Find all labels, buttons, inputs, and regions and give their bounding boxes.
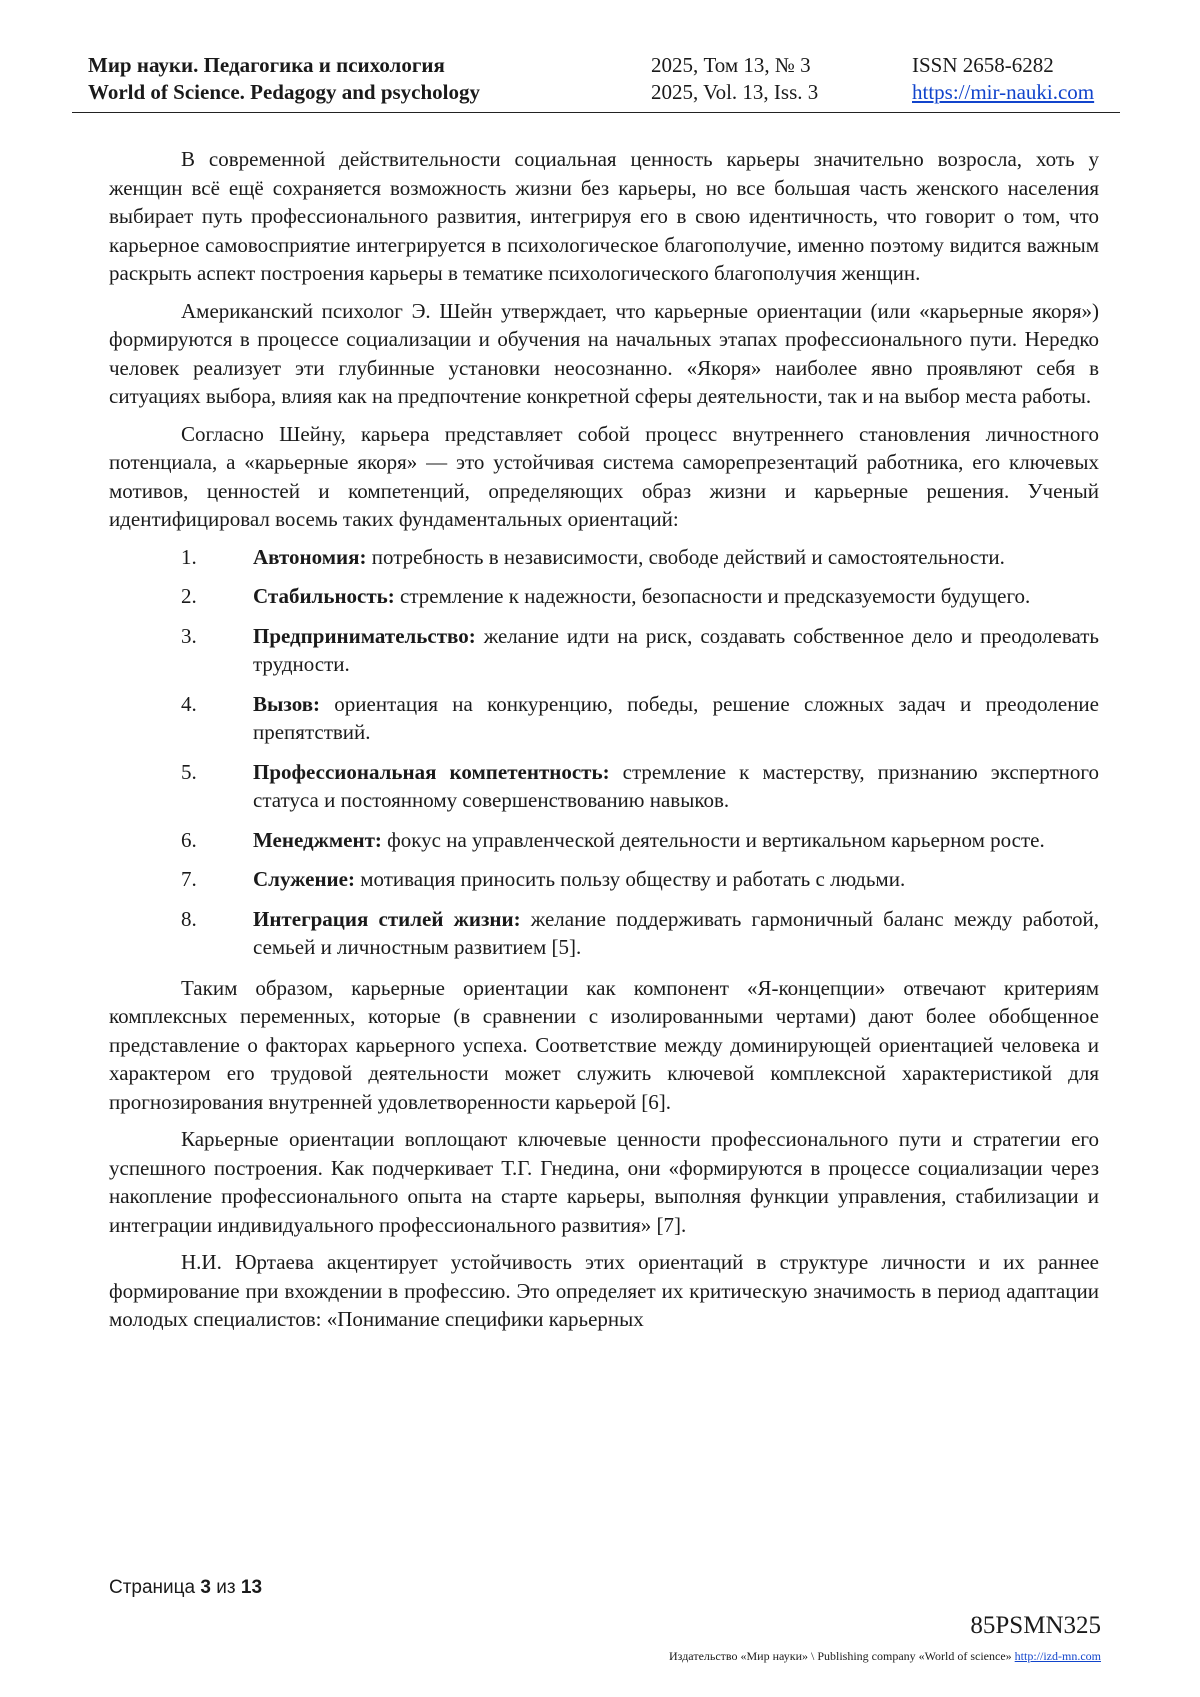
list-term: Стабильность:	[253, 584, 395, 608]
list-text: фокус на управленческой деятельности и вертикальном карьерном росте.	[381, 827, 1045, 852]
list-number: 8.	[181, 906, 197, 931]
publisher-url-link[interactable]: http://izd-mn.com	[1014, 1649, 1101, 1663]
list-text: желание поддерживать гармоничный баланс между работой, семьей и личностным развитием [5].	[253, 906, 1099, 959]
page-label: Страница	[109, 1577, 196, 1598]
page-total: 13	[240, 1577, 263, 1598]
list-item	[109, 826, 1099, 855]
article-code: 85PSMN325	[970, 1612, 1101, 1639]
publisher-text: Издательство «Мир науки» \ Publishing company «World of science»	[669, 1649, 1012, 1663]
list-term: Менеджмент:	[253, 827, 382, 852]
paragraph-5: Карьерные ориентации воплощают ключевые ценности профессионального пути и стратегии его успешного построения. Как подчеркивает Т.Г. Гнедина, они «формируются в процессе социализации через накопление профессионального опыта на старте карьеры, выполняя функции управления, стабилизации и интеграции индивидуального профессионального развития» [7].	[109, 1127, 1099, 1237]
journal-title	[88, 52, 480, 106]
issn-block	[912, 52, 1094, 106]
list-item	[109, 622, 1099, 679]
page-of: из	[216, 1577, 236, 1598]
paragraph-1: В современной действительности социальная ценность карьеры значительно возросла, хоть у женщин всё ещё сохраняется возможность жизни без карьеры, но все большая часть женского населения выбирает путь профессионального развития, интегрируя его в свою идентичность, что говорит о том, что карьерное самовосприятие интегрируется в психологическое благополучие, именно поэтому видится важным раскрыть аспект построения карьеры в тематике психологического благополучия женщин.	[109, 147, 1099, 285]
list-number: 4.	[181, 691, 197, 716]
page-header	[72, 52, 1120, 113]
list-text: стремление к надежности, безопасности и предсказуемости будущего.	[394, 584, 1031, 608]
list-item	[109, 865, 1099, 894]
page-current: 3	[200, 1577, 211, 1598]
list-term: Интеграция стилей жизни:	[253, 906, 521, 931]
paragraph-4: Таким образом, карьерные ориентации как компонент «Я-концепции» отвечают критериям комплексных переменных, которые (в сравнении с изолированными чертами) дают более обобщенное представление о факторах карьерного успеха. Соответствие между доминирующей ориентацией человека и характером его трудовой деятельности может служить ключевой комплексной характеристикой для прогнозирования внутренней удовлетворенности карьерой [6].	[109, 975, 1099, 1114]
list-number: 2.	[181, 584, 197, 608]
list-term: Служение:	[253, 867, 355, 891]
issn: ISSN 2658-6282	[912, 53, 1054, 77]
list-number: 5.	[181, 759, 197, 784]
list-term: Предпринимательство:	[253, 623, 476, 648]
list-text: стремление к мастерству, признанию экспертного статуса и постоянному совершенствованию навыков.	[253, 759, 1099, 812]
list-number: 3.	[181, 623, 197, 648]
list-term: Профессиональная компетентность:	[253, 759, 610, 784]
list-term: Вызов:	[253, 691, 321, 716]
journal-url-link[interactable]: https://mir-nauki.com	[912, 80, 1095, 104]
list-number: 6.	[181, 827, 197, 852]
list-text: ориентация на конкуренцию, победы, решение сложных задач и преодоление препятствий.	[253, 691, 1099, 744]
journal-title-ru: Мир науки. Педагогика и психология	[88, 53, 445, 77]
page-counter	[109, 1577, 262, 1599]
list-item	[109, 543, 1099, 572]
list-text: мотивация приносить пользу обществу и работать с людьми.	[354, 867, 906, 891]
list-number: 1.	[181, 544, 197, 569]
list-item	[109, 905, 1099, 962]
issue-info-en: 2025, Vol. 13, Iss. 3	[651, 80, 819, 104]
list-item	[109, 690, 1099, 747]
list-text: потребность в независимости, свободе действий и самостоятельности.	[366, 544, 1005, 569]
journal-title-en: World of Science. Pedagogy and psychology	[88, 80, 481, 104]
list-item	[109, 758, 1099, 815]
publisher-line	[669, 1649, 1101, 1664]
list-term: Автономия:	[253, 544, 367, 569]
list-item	[109, 582, 1099, 611]
paragraph-2: Американский психолог Э. Шейн утверждает, что карьерные ориентации (или «карьерные якоря») формируются в процессе социализации и обучения на начальных этапах профессионального пути. Нередко человек реализует эти глубинные установки неосознанно. «Якоря» наиболее явно проявляют себя в ситуациях выбора, влияя как на предпочтение конкретной сферы деятельности, так и на выбор места работы.	[109, 298, 1099, 408]
article-body	[109, 145, 1099, 1343]
issue-info-ru: 2025, Том 13, № 3	[651, 53, 811, 77]
list-text: желание идти на риск, создавать собственное дело и преодолевать трудности.	[253, 623, 1099, 676]
paragraph-3: Согласно Шейну, карьера представляет собой процесс внутреннего становления личностного потенциала, а «карьерные якоря» — это устойчивая система саморепрезентаций работника, его ключевых мотивов, ценностей и компетенций, определяющих образ жизни и карьерные решения. Ученый идентифицировал восемь таких фундаментальных ориентаций:	[109, 421, 1099, 531]
paragraph-6: Н.И. Юртаева акцентирует устойчивость этих ориентаций в структуре личности и их раннее формирование при вхождении в профессию. Это определяет их критическую значимость в период адаптации молодых специалистов: «Понимание специфики карьерных	[109, 1250, 1099, 1331]
issue-info	[651, 52, 818, 106]
career-anchors-list	[109, 543, 1099, 962]
list-number: 7.	[181, 867, 197, 891]
